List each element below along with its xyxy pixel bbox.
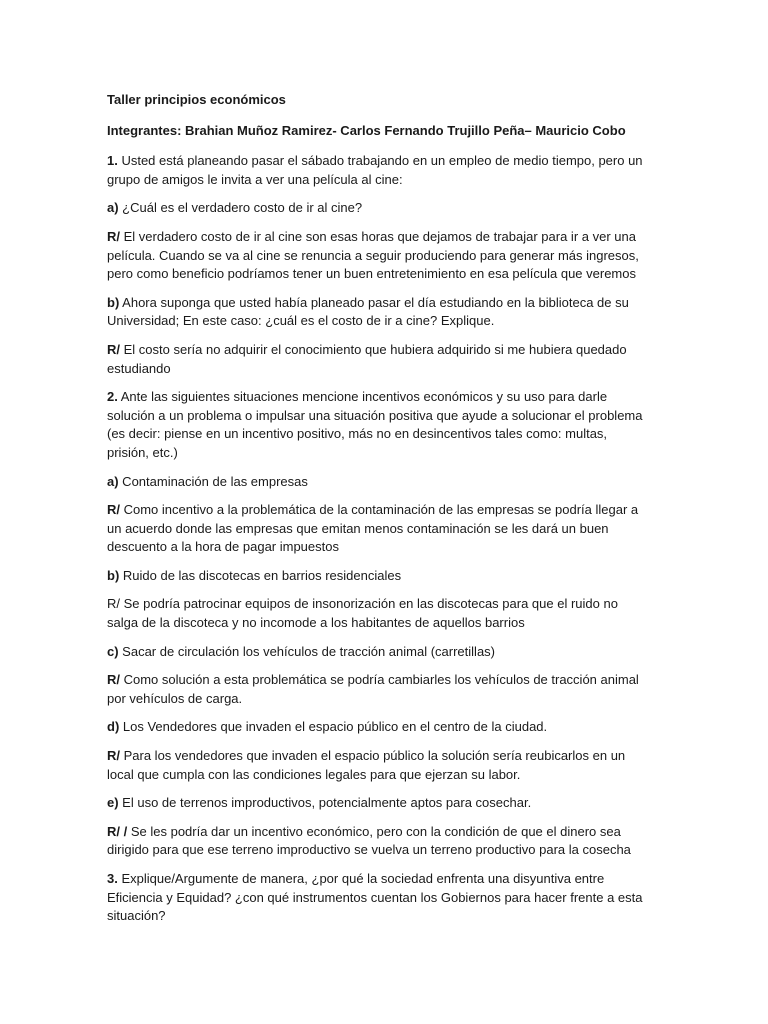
paragraph-label: c) — [107, 643, 119, 659]
paragraph-q1b — [107, 294, 647, 331]
answer-q2c — [107, 671, 647, 708]
paragraph-text: ¿Cuál es el verdadero costo de ir al cine? — [118, 200, 363, 216]
paragraph-label: 3. — [107, 871, 118, 886]
paragraph-text: Explique/Argumente de manera, ¿por qué la sociedad enfrenta una disyuntiva entre Eficiencia y Equidad? ¿con qué instrumentos cuentan los Gobiernos para hacer frente a esta situación? — [107, 871, 643, 924]
answer-q2a — [107, 501, 647, 557]
paragraph-label: R/ — [107, 341, 120, 357]
paragraph-text: Se les podría dar un incentivo económico, pero con la condición de que el dinero sea dirigido para que ese terreno improductivo se vuelva un terreno productivo para la cosecha — [107, 823, 631, 858]
paragraph-text: Sacar de circulación los vehículos de tracción animal (carretillas) — [118, 643, 495, 659]
paragraph-text: Ahora suponga que usted había planeado pasar el día estudiando en la biblioteca de su Universidad; En este caso: ¿cuál es el costo de ir a cine? Explique. — [107, 294, 629, 329]
paragraph-q2 — [107, 388, 647, 462]
paragraph-text: Como incentivo a la problemática de la contaminación de las empresas se podría llegar a un acuerdo donde las empresas que emitan menos contaminación se les dará un buen descuento a la hora de pagar impuestos — [107, 502, 639, 555]
paragraph-label: R/ — [107, 502, 120, 518]
paragraph-q3 — [107, 870, 647, 926]
paragraph-label: d) — [107, 719, 120, 735]
paragraph-label: a) — [107, 200, 119, 216]
paragraph-text: Los Vendedores que invaden el espacio público en el centro de la ciudad. — [119, 719, 548, 735]
paragraph-text: El uso de terrenos improductivos, potencialmente aptos para cosechar. — [118, 795, 532, 811]
document-page — [107, 91, 647, 936]
paragraph-label: R/ — [107, 672, 120, 688]
paragraph-label: R/ — [107, 228, 120, 244]
answer-q2b — [107, 595, 647, 632]
paragraph-label: R/ — [107, 748, 120, 764]
paragraph-text: Usted está planeando pasar el sábado trabajando en un empleo de medio tiempo, pero un grupo de amigos le invita a ver una película al cine: — [107, 153, 643, 187]
document-title: Taller principios económicos — [107, 92, 286, 107]
paragraph-text: Ruido de las discotecas en barrios residenciales — [119, 567, 402, 583]
answer-q2e — [107, 823, 647, 860]
paragraph-text: El costo sería no adquirir el conocimiento que hubiera adquirido si me hubiera quedado estudiando — [107, 341, 627, 376]
paragraph-q2b — [107, 567, 647, 586]
paragraph-label: a) — [107, 473, 119, 489]
paragraph-label: 1. — [107, 153, 118, 169]
paragraph-q2a — [107, 473, 647, 492]
members-line: Integrantes: Brahian Muñoz Ramirez- Carlos Fernando Trujillo Peña– Mauricio Cobo — [107, 122, 626, 138]
paragraph-text: Como solución a esta problemática se podría cambiarles los vehículos de tracción animal por vehículos de carga. — [107, 672, 639, 706]
paragraph-text: Contaminación de las empresas — [118, 473, 308, 489]
paragraph-text: El verdadero costo de ir al cine son esas horas que dejamos de trabajar para ir a ver una película. Cuando se va al cine se renuncia a seguir produciendo para generar más ingresos, pero como beneficio podríamos tener un buen entretenimiento en esa película que veremos — [107, 228, 639, 282]
paragraph-label: e) — [107, 795, 119, 811]
paragraph-q2d — [107, 718, 647, 737]
paragraph-text: Ante las siguientes situaciones mencione incentivos económicos y su uso para darle solución a un problema o impulsar una situación positiva que ayude a solucionar el problema (es decir: piense en un incentivo positivo, más no en desincentivos tales como: multas, prisión, etc.) — [107, 389, 643, 460]
paragraph-label: R/ / — [107, 823, 128, 839]
paragraph-text: Para los vendedores que invaden el espacio público la solución sería reubicarlos en un local que cumpla con las condiciones legales para que ejerzan su labor. — [107, 748, 626, 782]
paragraph-text: R/ Se podría patrocinar equipos de insonorización en las discotecas para que el ruido no salga de la discoteca y no incomode a los habitantes de aquellos barrios — [107, 596, 618, 631]
paragraph-q1a — [107, 199, 647, 218]
answer-q1b — [107, 341, 647, 378]
answer-q2d — [107, 747, 647, 784]
paragraph-q2e — [107, 794, 647, 813]
paragraph-label: b) — [107, 294, 120, 310]
paragraph-label: 2. — [107, 389, 118, 405]
answer-q1a — [107, 228, 647, 284]
paragraph-q2c — [107, 643, 647, 662]
paragraph-label: b) — [107, 567, 120, 583]
paragraph-q1 — [107, 152, 647, 189]
